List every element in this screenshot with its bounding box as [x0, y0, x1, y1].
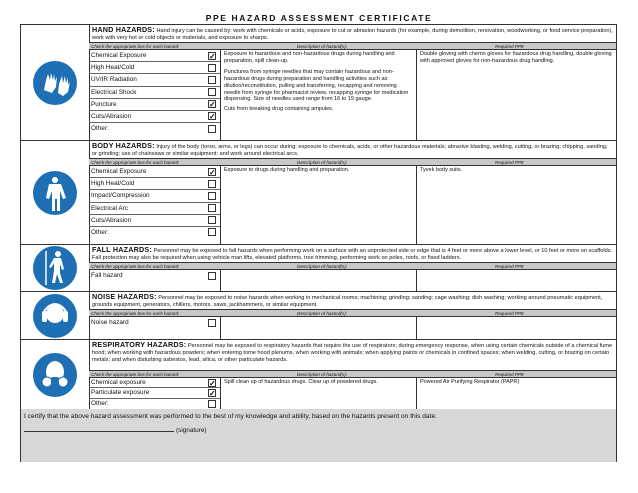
assessment-form: [20, 24, 617, 462]
hazard-row: Other:: [89, 123, 220, 135]
hazard-description: Exposure to hazardous and non-hazardous drugs during handling and preparation, spill clean-up.: [224, 51, 395, 64]
page-title: PPE HAZARD ASSESSMENT CERTIFICATE: [205, 13, 433, 23]
hazard-row: Fall hazard: [89, 270, 220, 282]
hazard-row: Other:: [89, 227, 220, 239]
hazard-row: Electrical Shock: [89, 87, 220, 99]
respirator-icon: [32, 352, 78, 398]
hazard-checkbox[interactable]: [208, 228, 216, 236]
hazard-checkbox[interactable]: ✓: [209, 379, 216, 388]
hazard-row: High Heat/Cold: [89, 62, 220, 74]
body-hazards-section: [21, 141, 616, 245]
hazard-checkbox[interactable]: [208, 204, 216, 212]
hand-hazards-section: [21, 25, 616, 141]
fall-hazards-title: FALL HAZARDS:: [92, 245, 152, 254]
hazard-checkbox[interactable]: ✓: [209, 167, 216, 177]
hazard-checkbox[interactable]: [208, 180, 216, 188]
hazard-row: Chemical exposure ✓: [89, 378, 220, 388]
signature-line[interactable]: [24, 431, 174, 432]
hazard-description: Exposure to drugs during handling and preparation.: [224, 167, 350, 173]
respiratory-column-header: Check the appropriate box for each hazard: Description of hazard(s): Required PPE: [89, 370, 616, 378]
hazard-row: Impact/Compression: [89, 190, 220, 202]
fall-hazards-section: [21, 245, 616, 292]
hazard-row: UV/IR Radiation: [89, 74, 220, 86]
hazard-row: Chemical Exposure ✓: [89, 50, 220, 62]
fall-column-header: Check the appropriate box for each hazard: Description of hazard(s): Required PPE: [89, 262, 616, 270]
hazard-checkbox[interactable]: ✓: [209, 100, 216, 110]
hazard-row: Noise hazard: [89, 317, 220, 329]
hazard-checkbox[interactable]: [208, 319, 216, 327]
hazard-row: High Heat/Cold: [89, 178, 220, 190]
required-ppe: Tyvek body suits.: [420, 167, 463, 173]
hazard-checkbox[interactable]: [208, 192, 216, 200]
hazard-checkbox[interactable]: [208, 88, 216, 96]
certification-statement: I certify that the above hazard assessment was performed to the best of my knowledge and ability, based on the hazards present on this date.: [24, 413, 437, 420]
body-suit-icon: [32, 170, 78, 216]
hazard-checkbox[interactable]: ✓: [209, 389, 216, 399]
hazard-row: Other:: [89, 399, 220, 409]
hazard-checkbox[interactable]: [208, 272, 216, 280]
hazard-row: Particulate exposure ✓: [89, 388, 220, 398]
hand-hazards-title: HAND HAZARDS:: [92, 25, 155, 34]
respiratory-hazards-section: [21, 340, 616, 409]
noise-hazards-title: NOISE HAZARDS:: [92, 292, 157, 301]
hazard-row: Chemical Exposure ✓: [89, 166, 220, 178]
hazard-checkbox[interactable]: [208, 64, 216, 72]
certification-footer: [21, 409, 616, 462]
hazard-checkbox[interactable]: ✓: [209, 51, 216, 61]
hazard-checkbox[interactable]: ✓: [209, 112, 216, 122]
required-ppe: Powered Air Purifying Respirator (PAPR): [420, 379, 520, 385]
noise-hazards-section: [21, 292, 616, 340]
body-column-header: Check the appropriate box for each hazard: Description of hazard(s): Required PPE: [89, 158, 616, 166]
hazard-description: Punctures from syringe needles that may contain hazardous and non-hazardous drugs during preparation and handling activities such as: dilution/reconstitution, pulling and transferring, recapping and removing needle from syringe for pharmacist review, recapping syringe for medication dispensing. Size of needles used range from 16 to 19 gauge.: [224, 69, 409, 103]
hazard-checkbox[interactable]: [208, 400, 216, 408]
respiratory-hazards-description: Personnel may be exposed to respiratory hazards that require the use of respirators; during emergency response, when using certain chemicals outside of a chemical fume hood; when working with hazardous powders; when entering tome hood plenums, when working with animals; when applying paints or chemicals in confined spaces; when welding, cutting, or brazing on certain metals; and when disturbing asbestos, lead, silica, or other particulate hazards.: [92, 343, 613, 363]
body-hazards-title: BODY HAZARDS:: [92, 141, 155, 150]
fall-harness-icon: [32, 245, 78, 291]
hazard-description: Spill clean up of hazardous drugs. Clear up of powdered drugs.: [224, 379, 378, 385]
hazard-checkbox[interactable]: [208, 216, 216, 224]
required-ppe: Double gloving with chemo gloves for hazardous drug handling, double gloving with approved gloves for non-hazardous drug handling.: [420, 51, 612, 64]
hazard-row: Puncture ✓: [89, 99, 220, 111]
hazard-checkbox[interactable]: [208, 76, 216, 84]
gloves-icon: [32, 60, 78, 106]
hand-hazards-description: Hand injury can be caused by: work with chemicals or acids, exposure to cut or abrasion hazards (for example, during demolition, renovation, woodworking, or food service preparation), work with very hot or cold objects or materials, and exposure to sharps.: [92, 28, 613, 41]
hazard-row: Cuts/Abrasion ✓: [89, 111, 220, 123]
noise-column-header: Check the appropriate box for each hazard: Description of hazard(s): Required PPE: [89, 309, 616, 317]
signature-label: (signature): [176, 427, 207, 434]
noise-hazards-description: Personnel may be exposed to noise hazards when working in mechanical rooms; machining; grinding; sanding; cage washing; dish washing; working around pneumatic equipment, grounds equipment, generators, chillers, motors, saws, jackhammers, or similar equipment.: [92, 295, 603, 308]
ear-protection-icon: [32, 293, 78, 339]
respiratory-hazards-title: RESPIRATORY HAZARDS:: [92, 340, 187, 349]
fall-hazards-description: Personnel may be exposed to fall hazards when performing work on a surface with an unprotected side or edge that is 4 feet or more above a lower level, or 10 feet or more on scaffolds. Fall protection may also be required when using vehicle man lifts, elevated platforms, tree trimming, performing work on poles, roofs, or fixed ladders.: [92, 248, 613, 261]
body-hazards-description: Injury of the body (torso, arms, or legs) can occur during: exposure to chemicals, acids, or other hazardous materials; abrasive blasting, welding, cutting, or brazing; chipping, sanding, or grinding; use of chainsaws or similar equipment; and work around electrical arcs.: [92, 144, 608, 157]
hazard-row: Cuts/Abrasion: [89, 215, 220, 227]
hand-column-header: Check the appropriate box for each hazard: Description of hazard(s): Required PPE: [89, 42, 616, 50]
hazard-checkbox[interactable]: [208, 125, 216, 133]
hazard-row: Electrical Arc: [89, 203, 220, 215]
hazard-description: Cuts from breaking drug containing ampules.: [224, 105, 334, 112]
